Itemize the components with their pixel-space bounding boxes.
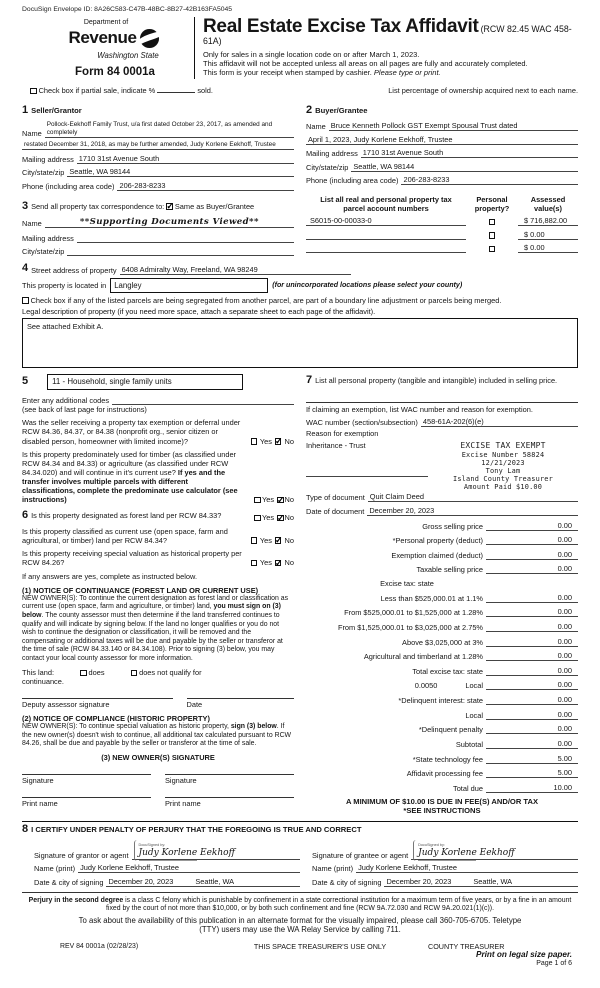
grantee-print-name-field[interactable]: Judy Korlene Eekhoff, Trustee [356,863,578,873]
seller-name-field[interactable]: Pollock-Eekhoff Family Trust, u/a first dated October 23, 2017, as amended and completely [45,121,294,138]
land-use-code-select[interactable]: 11 - Household, single family units [47,374,243,390]
tax-value-field[interactable]: 0.00 [486,622,578,632]
minimum-due-line2: *SEE INSTRUCTIONS [403,806,481,816]
property-section: 4 Street address of property 6408 Admiralty Way, Freeland, WA 98249 This property is located in Langley (for unincorporated locations please select your county) Check box if any of the listed parcels are being segregated from another parcel, are part of a boundary line adjustment or parcels being merged. Legal description of property (if you need more space, attach a separate sheet to each page of the affidavit). See attached Exhibit A. [22,262,578,368]
answers-yes-note: If any answers are yes, complete as instructed below. [22,572,197,582]
page-indicator: Page 1 of 6 [536,960,572,967]
docusign-signature: DocuSigned by: Judy Korlene Eekhoff [134,840,239,861]
buyer-mailing-field[interactable]: 1710 31st Avenue South [361,148,578,158]
does-qualify-checkbox[interactable] [80,670,87,677]
tax-value-field[interactable]: 0.00 [486,739,578,749]
buyer-title: Buyer/Grantee [315,106,368,116]
continuance-label: continuance. [22,677,64,687]
seller-section: 1 Seller/Grantor Name Pollock-Eekhoff Family Trust, u/a first dated October 23, 2017, as amended and completely restated December 31, 2018, as may be further amended, Judy Korlene Eekhoff, Trustee Mailing address 1710 31st Avenue South City/state/zip Seattle, WA 98144 Phone (including area code) 206-283-8233 [22,99,294,190]
treasurer-excise-stamp: EXCISE TAX EXEMPT Excise Number 58824 12/21/2023 Tony Lam Island County Treasurer Amount Paid $10.00 [452,441,554,492]
notice-compliance-body: NEW OWNER(S): To continue special valuation as historic property, sign (3) below. If the new owner(s) doesn't wish to continue, all additional tax calculated pursuant to RCW 84.26, shall be due and payable by the seller or transferor at the time of sale. [22,722,292,748]
accessibility-notice: To ask about the availability of this publication in an alternate format for the visually impaired, please call 360-705-6705. Teletype (TTY) users may use the WA Relay Service by calling 711. [78,916,522,935]
grantor-print-name-field[interactable]: Judy Korlene Eekhoff, Trustee [78,863,300,873]
q4-no-checkbox[interactable] [275,537,282,544]
parcel-row [306,243,578,253]
land-use-section: 5 11 - Household, single family units [22,374,294,390]
current-use-question: Is this property classified as current use (open space, farm and agricultural, or timber) land per RCW 84.34? Yes ✓ No [22,527,294,545]
affidavit-page: DocuSign Envelope ID: 8A26C583-C47B-48BC-8B27-42B163FA5045 Department of Revenue Washington State Form 84 0001a Real Estate Excise Tax Affidavit (RCW 82.45 WAC 458-61A) Only for sales in a single location code on or after March 1, 2023. This affidavit will not be accepted unless all areas on all pages are fully and accurately completed. This form is your receipt when stamped by cashier. Please type or print. Check box if partial sale, indicate % sold. List percentage of ownership acquired next to each name. 1 Seller/Grantor Name Pollock-Eekhoff Family Trust, u/a first dated October 23, 2017, as amended and completely restated December 31, 2018, as may be further amended, Judy Korlene Eekhoff, Trustee Mailing address 1710 31st Avenue South City/state/zip Seattle, WA 98144 Phone (including area code) 206-283-8233 2 Buyer/Grantee Name Bruce Kenneth Pollock GST Exempt Spousal Trust dated April 1, 2023, Judy Korlene Eekhoff, Trustee Mailing address 1710 31st Avenue South City/state/zip Seattle, WA 98144 Phone (including area code) 206-283-8233 3 Send all property tax correspondence to: ✓ Same as Buyer/Grantee Name **Supporting Documents Viewed** Mailing address City/state/zip List all real and personal property tax parcel account numbers Personal property? Assessed value(s) S6015-00-00033-0 $ 716,882.00 $ 0.00 $ 0.00 4 Street address of property 6408 Admiralty Way, Freeland, WA 98249 This property is located in Langley (for unincorporated locations please select your county) Check box if any of the listed parcels are being segregated from another parcel, are part of a boundary line adjustment or parcels being merged. Legal description of property (if you need more space, attach a separate sheet to each page of the affidavit). See attached Exhibit A. 5 11 - Household, single family units Enter any additional codes (see back of last page for instructions) Was the seller receiving a property tax exemption or deferral under RCW 84.36, 84.37, or 84.38 (nonprofit org., senior citizen or disabled person, homeowner with limited income)? Yes ✓ No Is this property predominately used for timber (as classified under RCW 84.34 and 84.33) or agriculture (as classified under RCW 84.34.020) and will continue in it's current use? If yes and the transfer involves multiple parcels with different classifications, complete the predominate use calculator (see instructions) Yes ✓ No 6 Is this property designated as forest land per RCW 84.33? Yes ✓ No Is this property classified as current use (open space, farm and agricultural, or timber) land per RCW 84.34? Yes ✓ No Is this property receiving special valuation as historical property per RCW 84.26? Yes ✓ No If any answers are yes, complete as instructed below. (1) NOTICE OF CONTINUANCE (FOREST LAND OR CURRENT USE) NEW OWNER(S): To continue the current designation as forest land or classification as current use (open space, farm and agriculture, or timber) land, you must sign on (3) below. The county assessor must then determine if the land transferred continues to qualify and will indicate by signing below. If the land no longer qualifies or you do not wish to continue the designation or classification, it will be removed and the compensating or additional taxes will be due and payable by the seller or transferor at the time of sale (RCW 84.33.140 or 84.34.108). Prior to signing (3) below, you may contact your local county assessor for more information. This land: does does not qualify for continuance. Deputy assessor signature Date (2) NOTICE OF COMPLIANCE (HISTORIC PROPERTY) NEW OWNER(S): To continue special valuation as historic property, sign (3) below. If the new owner(s) doesn't wish to continue, all additional tax calculated pursuant to RCW 84.26, shall be due and payable by the seller or transferor at the time of sale. (3) NEW OWNER(S) SIGNATURE Signature Signature Print name Print name 7 List all personal property (tangible and intangible) included in selling price. If claiming an exemption, list WAC number and reason for exemption. WAC number (section/subsection) 458-61A-202(6)(e) Reason for exemption Inheritance - Trust EXCISE TAX EXEMPT Excise Number 58824 12/21/2023 Tony Lam Island County Treasurer Amount Paid $10.00 Type of document Quit Claim Deed Date of document December 20, 2023 Gross selling price 0.00 *Personal property (deduct) 0.00 Exemption claimed (deduct) 0.00 Taxable selling price 0.00 Excise tax: state Less than $525,000.01 at 1.1% 0.00 From $525,000.01 to $1,525,000 at 1.28% 0.00 From $1,525,000.01 to $3,025,000 at 2.75% 0.00 Above $3,025,000 at 3% 0.00 Agricultural and timberland at 1.28% 0.00 Total excise tax: state 0.00 0.0050 Local 0.00 *Delinquent interest: state 0.00 Local 0.00 *Delinquent penalty 0.00 Subtotal 0.00 *State technology fee 5.00 Affidavit processing fee 5.00 Total due 10.00 A MINIMUM OF $10.00 IS DUE IN FEE(S) AND/OR TAX *SEE INSTRUCTIONS 8 I CERTIFY UNDER PENALTY OF PERJURY THAT THE FOREGOING IS TRUE AND CORRECT Signature of grantor or agent DocuSigned by: Judy Korlene Eekhoff Name (print) Judy Korlene Eekhoff, Trustee Date & city of signing December 20, 2023 Seattle, WA Signature of grantee or agent DocuSigned by: Judy Korlene Eekhoff Name (print) Judy Korlene Eekhoff, Trustee Date & city of signing December 20, 2023 Seattle, WA Perjury in the second degree is a class C felony which is punishable by confinement in a state correctional institution for a maximum term of five years, or by a fine in an amount fixed by the court of not more than $10,000, or by both such confinement and fine (RCW 9A.72.030 and RCW 9A.20.021(1)(c)). To ask about the availability of this publication in an alternate format for the visually impaired, please call 360-705-6705. Teletype (TTY) users may use the WA Relay Service by calling 711. REV 84 0001a (02/28/23) THIS SPACE TREASURER'S USE ONLY COUNTY TREASURER [0,0,600,952]
partial-sale-row [30,86,578,95]
form-header [36,17,578,79]
new-owner-print-name-field-1[interactable]: Print name [22,797,151,808]
parcel-table: List all real and personal property tax parcel account numbers Personal property? Assessed value(s) S6015-00-00033-0 $ 716,882.00 $ 0.00 $ 0.00 [294,191,578,256]
tax-value-field[interactable]: 0.00 [486,695,578,705]
q1-yes-checkbox[interactable] [251,438,258,445]
personal-property-section: 7 List all personal property (tangible and intangible) included in selling price. [306,374,558,387]
additional-codes-note: (see back of last page for instructions) [22,404,147,414]
treasurer-use-label: THIS SPACE TREASURER'S USE ONLY [253,942,387,952]
buyer-city-field[interactable]: Seattle, WA 98144 [351,162,578,172]
personal-property-checkbox[interactable] [489,219,496,226]
certification-title: I CERTIFY UNDER PENALTY OF PERJURY THAT THE FOREGOING IS TRUE AND CORRECT [31,825,362,835]
timber-agriculture-question: Is this property predominately used for timber (as classified under RCW 84.34 and 84.33) or agriculture (as classified under RCW 84.34.020) and will continue in it's current use? If yes and the transfer involves multiple parcels with different classifications, complete the predominate use calculator (see instructions) Yes ✓ No [22,450,294,504]
q5-no-checkbox[interactable] [275,560,282,567]
local-rate: 0.0050 [414,681,438,691]
q1-no-checkbox[interactable] [275,438,282,445]
land-qualify-row: This land: does does not qualify for [22,668,202,678]
same-as-buyer-checkbox[interactable] [166,203,173,210]
does-not-qualify-checkbox[interactable] [131,670,138,677]
revenue-logo-icon [137,28,162,51]
tax-value-field[interactable]: 10.00 [486,783,578,793]
legal-description-label: Legal description of property (if you need more space, attach a separate sheet to each page of the affidavit). [22,307,376,317]
location-select[interactable]: Langley [110,278,268,293]
notice-continuance-body: NEW OWNER(S): To continue the current designation as forest land or classification as current use (open space, farm and agriculture, or timber) land, you must sign on (3) below. The county assessor must then determine if the land transferred continues to qualify and will indicate by signing below. If the land no longer qualifies or you do not wish to continue the designation or classification, it will be removed and the compensating or additional taxes will be due and payable by the seller or transferor at the time of sale (RCW 84.33.140 or 84.34.108). Prior to signing (3) below, you may contact your local county assessor for more information. [22,594,289,662]
new-owner-signature-field-2[interactable]: Signature [165,774,294,785]
tax-correspondence-section: 3 Send all property tax correspondence to: ✓ Same as Buyer/Grantee Name **Supporting Documents Viewed** Mailing address City/state/zip [22,191,294,256]
deputy-assessor-signature-field[interactable]: Deputy assessor signature [22,698,173,709]
parcel-row [306,230,578,240]
grantor-date-city-field[interactable]: December 20, 2023 Seattle, WA [106,877,300,887]
divider [22,892,578,893]
parcel-row [306,216,578,226]
docusign-envelope-id: DocuSign Envelope ID: 8A26C583-C47B-48BC-8B27-42B163FA5045 [22,6,233,13]
notice-compliance-title: (2) NOTICE OF COMPLIANCE (HISTORIC PROPERTY) [22,713,210,723]
tax-value-field[interactable]: 0.00 [486,651,578,661]
buyer-name-field[interactable]: Bruce Kenneth Pollock GST Exempt Spousal Trust dated [329,121,578,131]
same-as-buyer-label: Same as Buyer/Grantee [174,201,255,211]
correspondence-name-field[interactable]: **Supporting Documents Viewed** [45,217,294,228]
grantor-signature-field[interactable] [132,840,301,860]
correspondence-label: Send all property tax correspondence to: [31,201,165,211]
additional-codes-field[interactable] [112,396,294,405]
reason-label: Reason for exemption [306,429,379,439]
parcel-number-field[interactable] [306,245,466,254]
perjury-notice: Perjury in the second degree is a class C felony which is punishable by confinement in a state correctional institution for a maximum term of five years, or by a fine in an amount fixed by the court of not more than $10,000, or by both such confinement and fine (RCW 9A.72.030 and RCW 9A.20.021(1)(c)). [28,896,572,913]
partial-sale-suffix: sold. [197,86,213,96]
buyer-phone-field[interactable]: 206-283-8233 [401,175,578,185]
parcel-number-field[interactable]: S6015-00-00033-0 [306,216,466,226]
tax-value-field[interactable]: 0.00 [486,666,578,676]
correspondence-mailing-field[interactable] [77,235,294,244]
buyer-name-field-2[interactable]: April 1, 2023, Judy Korlene Eekhoff, Trustee [306,135,578,145]
document-type-field[interactable]: Quit Claim Deed [368,492,578,502]
partial-sale-label: Check box if partial sale, indicate % [38,86,156,96]
dept-of-label: Department of [83,19,129,27]
reason-underline [306,476,428,477]
personal-property-checkbox[interactable] [489,246,496,253]
assessed-value-field[interactable]: $ 716,882.00 [518,216,578,226]
rcw-reference: (RCW 82.45 WAC 458-61A) [203,24,572,47]
title-block [194,17,578,79]
tax-value-field[interactable]: 0.00 [486,680,578,690]
divider [306,402,578,403]
tax-value-field[interactable]: 5.00 [486,754,578,764]
segregated-label: Check box if any of the listed parcels are being segregated from another parcel, are part of a boundary line adjustment or parcels being merged. [30,295,502,305]
minimum-due-line1: A MINIMUM OF $10.00 IS DUE IN FEE(S) AND/OR TAX [345,796,539,806]
personal-property-checkbox[interactable] [489,232,496,239]
q5-yes-checkbox[interactable] [251,560,258,567]
assessed-value-field[interactable]: $ 0.00 [518,243,578,253]
county-treasurer-label: COUNTY TREASURER [428,942,505,952]
q3-yes-checkbox[interactable] [254,515,261,522]
exemption-deferral-question: Was the seller receiving a property tax exemption or deferral under RCW 84.36, 84.37, or 84.38 (nonprofit org., senior citizen or disabled person, homeowner with limited income)? Yes ✓ No [22,418,294,445]
tax-value-field[interactable]: 0.00 [486,521,578,531]
tax-value-field[interactable]: 0.00 [486,637,578,647]
forest-land-question: 6 Is this property designated as forest land per RCW 84.33? Yes ✓ No [22,509,294,522]
partial-sale-checkbox[interactable] [30,88,37,95]
ownership-percentage-note: List percentage of ownership acquired next to each name. [388,86,578,96]
certification-section: 8 I CERTIFY UNDER PENALTY OF PERJURY THAT THE FOREGOING IS TRUE AND CORRECT Signature of grantor or agent DocuSigned by: Judy Korlene Eekhoff Name (print) Judy Korlene Eekhoff, Trustee Date & city of signing December 20, 2023 Seattle, WA Signature of grantee or agent DocuSigned by: Judy Korlene Eekhoff Name (print) Judy Korlene Eekhoff, Trustee Date & city of signing December 20, 2023 Seattle, WA [22,821,578,887]
seller-name-field-2[interactable]: restated December 31, 2018, as may be further amended, Judy Korlene Eekhoff, Trustee [22,141,294,150]
page-title: Real Estate Excise Tax Affidavit [203,16,479,38]
notice-continuance-title: (1) NOTICE OF CONTINUANCE (FOREST LAND OR CURRENT USE) [22,585,259,595]
tax-value-field[interactable]: 0.00 [486,710,578,720]
subtitle-1: Only for sales in a single location code on or after March 1, 2023. [203,50,420,59]
subtitle-3: This form is your receipt when stamped by cashier. Please type or print. [203,68,441,78]
seller-city-field[interactable]: Seattle, WA 98144 [67,167,294,177]
q2-yes-checkbox[interactable] [254,497,261,504]
docusign-signature: DocuSigned by: Judy Korlene Eekhoff [413,840,518,861]
new-owner-print-name-field-2[interactable]: Print name [165,797,294,808]
grantee-signature-block: Signature of grantee or agent DocuSigned by: Judy Korlene Eekhoff Name (print) Judy Korlene Eekhoff, Trustee Date & city of signing December 20, 2023 Seattle, WA [300,837,578,887]
grantor-signature-block: Signature of grantor or agent DocuSigned by: Judy Korlene Eekhoff Name (print) Judy Korlene Eekhoff, Trustee Date & city of signing December 20, 2023 Seattle, WA [22,837,300,887]
legal-description-field[interactable]: See attached Exhibit A. [22,318,578,368]
excise-tax-state-header: Excise tax: state [380,579,434,589]
partial-sale-percent-field[interactable] [157,92,195,93]
tax-value-field[interactable]: 0.00 [486,550,578,560]
revenue-wordmark: Revenue [68,27,137,47]
seller-mailing-field[interactable]: 1710 31st Avenue South [77,154,294,164]
grantee-signature-field[interactable] [411,840,578,860]
wac-number-field[interactable]: 458-61A-202(6)(e) [421,417,578,427]
new-owner-signature-field-1[interactable]: Signature [22,774,151,785]
parcel-number-field[interactable] [306,231,466,240]
tax-value-field[interactable]: 0.00 [486,724,578,734]
q2-no-checkbox[interactable] [277,497,284,504]
historical-property-question: Is this property receiving special valuation as historical property per RCW 84.26? Yes ✓ No [22,549,294,567]
seller-title: Seller/Grantor [31,106,82,116]
q4-yes-checkbox[interactable] [251,537,258,544]
tax-value-field[interactable]: 0.00 [486,593,578,603]
tax-value-field[interactable]: 0.00 [486,535,578,545]
document-date-field[interactable]: December 20, 2023 [367,506,578,516]
assessed-value-field[interactable]: $ 0.00 [518,230,578,240]
buyer-section: 2 Buyer/Grantee Name Bruce Kenneth Pollock GST Exempt Spousal Trust dated April 1, 2023, Judy Korlene Eekhoff, Trustee Mailing address 1710 31st Avenue South City/state/zip Seattle, WA 98144 Phone (including area code) 206-283-8233 [294,99,578,190]
form-number: Form 84 0001a [75,66,155,79]
subtitle-2: This affidavit will not be accepted unless all areas on all pages are fully and accurately completed. [203,59,528,69]
revenue-logo-block [36,17,194,79]
deputy-date-field[interactable]: Date [187,698,295,709]
tax-value-field[interactable]: 0.00 [486,564,578,574]
form-revision: REV 84 0001a (02/28/23) [60,943,139,951]
street-address-field[interactable]: 6408 Admiralty Way, Freeland, WA 98249 [120,265,351,275]
print-instructions: Print on legal size paper. Page 1 of 6 [475,950,572,967]
tax-value-field[interactable]: 5.00 [486,768,578,778]
new-owners-signature-title: (3) NEW OWNER(S) SIGNATURE [101,753,215,763]
tax-value-field[interactable]: 0.00 [486,607,578,617]
grantee-date-city-field[interactable]: December 20, 2023 Seattle, WA [384,877,578,887]
q3-no-checkbox[interactable] [277,515,284,522]
segregated-checkbox[interactable] [22,297,29,304]
tax-computation: Gross selling price 0.00 *Personal property (deduct) 0.00 Exemption claimed (deduct) 0.00 Taxable selling price 0.00 Excise tax: state Less than $525,000.01 at 1.1% 0.00 From $525,000.01 to $1,525,000 at 1.28% 0.00 From $1,525,000.01 to $3,025,000 at 2.75% 0.00 Above $3,025,000 at 3% 0.00 Agricultural and timberland at 1.28% 0.00 Total excise tax: state 0.00 0.0050 Local 0.00 *Delinquent interest: state 0.00 Local 0.00 *Delinquent penalty 0.00 Subtotal 0.00 *State technology fee 5.00 Affidavit processing fee 5.00 Total due 10.00 [306,521,578,793]
reason-value-field[interactable]: Inheritance - Trust [306,441,366,451]
exemption-note: If claiming an exemption, list WAC number and reason for exemption. [306,404,533,414]
washington-state-label: Washington State [97,50,159,60]
seller-phone-field[interactable]: 206-283-8233 [117,181,294,191]
located-note: (for unincorporated locations please select your county) [272,281,463,290]
correspondence-city-field[interactable] [67,247,294,256]
